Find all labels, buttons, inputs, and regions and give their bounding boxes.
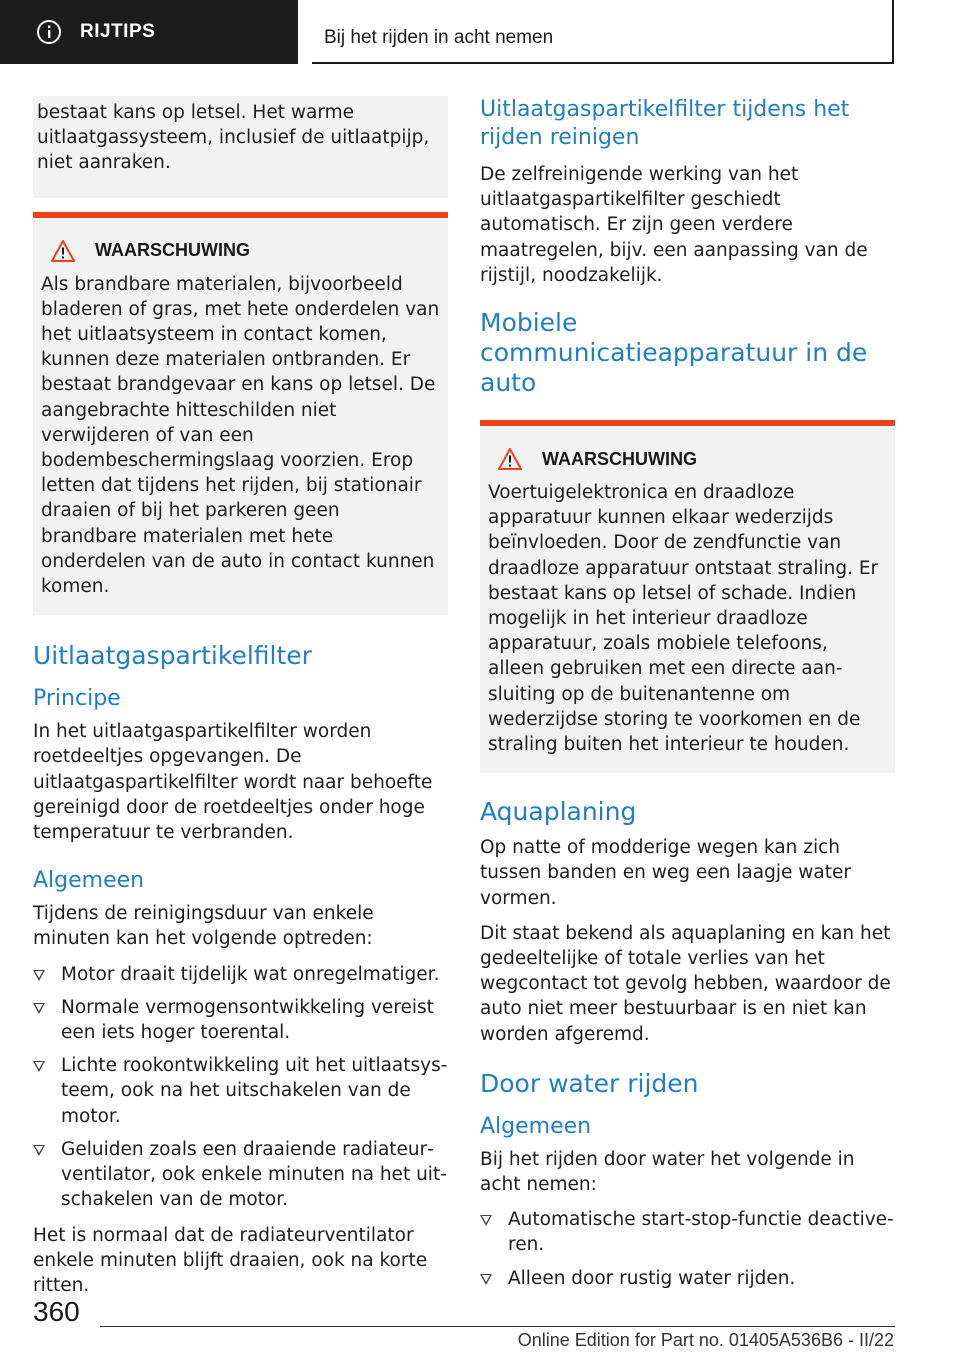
list-item <box>33 995 448 1045</box>
continued-warning-box <box>33 96 448 198</box>
info-icon <box>36 19 62 45</box>
list-item <box>33 962 448 987</box>
bullet-triangle-icon <box>480 1215 492 1226</box>
page-title: Bij het rijden in acht nemen <box>324 27 554 48</box>
warning-header <box>498 448 891 470</box>
section-label: RIJTIPS <box>80 21 156 42</box>
list-item <box>33 1053 448 1129</box>
water-paragraph: Bij het rijden door water het volgende in acht nemen: <box>480 1148 855 1196</box>
aquaplaning-paragraph-2: Dit staat bekend als aquaplaning en kan het gedeeltelijke of totale verlies van het wegcontact tot gevolg hebben, waardoor de auto niet meer bestuurbaar is en niet kan worden afgeremd. <box>480 922 891 1045</box>
heading-algemeen-water: Algemeen <box>480 1113 592 1139</box>
heading-principe: Principe <box>33 686 121 712</box>
list-item <box>33 1137 448 1213</box>
bullet-triangle-icon <box>33 1003 45 1014</box>
warning-header <box>51 240 444 262</box>
aquaplaning-paragraph-1: Op natte of modderige wegen kan zich tussen banden en weg een laagje water vormen. <box>480 837 851 909</box>
list-item <box>480 1207 895 1257</box>
warning-box-radio <box>480 420 895 773</box>
heading-aquaplaning: Aquaplaning <box>480 797 637 827</box>
symptom-list <box>33 962 448 1213</box>
continued-warning-text: bestaat kans op letsel. Het warme uitlaatgassysteem, inclusief de uitlaatpijp, niet aanraken. <box>37 102 430 174</box>
warning-text: Voertuigelektronica en draadloze apparatuur kunnen elkaar wederzijds beïnvloeden. Door de zendfunctie van draadloze apparatuur ontstaat straling. Er bestaat kans op letsel of schade. Indien mogelijk in het interieur draadloze apparatuur, zoals mobiele telefoons, alleen gebruiken met een directe aansluiting op de buitenantenne om wederzijdse storing te voorkomen en de straling buiten het interieur te houden. <box>488 482 879 756</box>
bullet-triangle-icon <box>480 1274 492 1285</box>
bullet-triangle-icon <box>33 970 45 981</box>
header-section-tab <box>0 0 298 64</box>
list-item-text: Automatische start-stop-functie deactiveren. <box>508 1209 894 1256</box>
warning-triangle-icon <box>498 448 522 470</box>
bullet-triangle-icon <box>33 1061 45 1072</box>
closing-paragraph: Het is normaal dat de radiateurventilator enkele minuten blijft draaien, ook na korte ritten. <box>33 1224 428 1296</box>
list-item-text: Alleen door rustig water rijden. <box>508 1267 796 1289</box>
warning-box-fire <box>33 212 448 616</box>
water-list <box>480 1207 895 1291</box>
list-item-text: Geluiden zoals een draaiende radiateurventilator, ook enkele minuten na het uitschakelen van de motor. <box>61 1138 447 1211</box>
left-column <box>33 96 448 1308</box>
heading-algemeen: Algemeen <box>33 868 145 894</box>
warning-triangle-icon <box>51 240 75 262</box>
heading-filter-reinigen: Uitlaatgaspartikelfilter tijdens het rijden reinigen <box>480 97 850 150</box>
algemeen-paragraph: Tijdens de reinigingsduur van enkele minuten kan het volgende optreden: <box>33 903 374 950</box>
warning-label: WAARSCHUWING <box>542 448 697 469</box>
list-item-text: Motor draait tijdelijk wat onregelmatiger. <box>61 963 440 985</box>
heading-door-water-rijden: Door water rijden <box>480 1068 699 1098</box>
list-item-text: Lichte rookontwikkeling uit het uitlaatsysteem, ook na het uitschakelen van de motor. <box>61 1055 448 1127</box>
footer-divider <box>100 1326 895 1327</box>
list-item <box>480 1266 895 1291</box>
principe-paragraph: In het uitlaatgaspartikelfilter worden roetdeeltjes opgevangen. De uitlaatgaspartikelfilter wordt naar behoefte gereinigd door de roetdeeltjes onder hoge temperatuur te verbranden. <box>33 721 433 844</box>
edition-text: Online Edition for Part no. 01405A536B6 - II/22 <box>517 1330 894 1350</box>
heading-uitlaatgaspartikelfilter: Uitlaatgaspartikelfilter <box>33 641 312 671</box>
heading-mobiele-communicatie: Mobiele communicatieapparatuur in de auto <box>480 308 868 398</box>
warning-label: WAARSCHUWING <box>95 240 250 261</box>
reinigen-paragraph: De zelfreinigende werking van het uitlaatgaspartikelfilter geschiedt automatisch. Er zijn geen verdere maatregelen, bijv. een aanpassing van de rijstijl, noodzakelijk. <box>480 164 868 286</box>
list-item-text: Normale vermogensontwikkeling vereist een iets hoger toerental. <box>61 996 434 1044</box>
right-column <box>480 96 895 1301</box>
bullet-triangle-icon <box>33 1145 45 1156</box>
header-title-frame <box>312 0 894 64</box>
page-number: 360 <box>33 1296 80 1327</box>
warning-text: Als brandbare materialen, bijvoorbeeld bladeren of gras, met hete onderdelen van het uitlaatsysteem in contact komen, kunnen deze materialen ontbranden. Er bestaat brandgevaar en kans op letsel. De aangebrachte hitteschilden niet verwijderen of van een bodembeschermingslaag voorzien. Erop letten dat tijdens het rijden, bij stationair draaien of bij het parkeren geen brandbare materialen met hete onderdelen van de auto in contact kunnen komen. <box>41 273 440 598</box>
